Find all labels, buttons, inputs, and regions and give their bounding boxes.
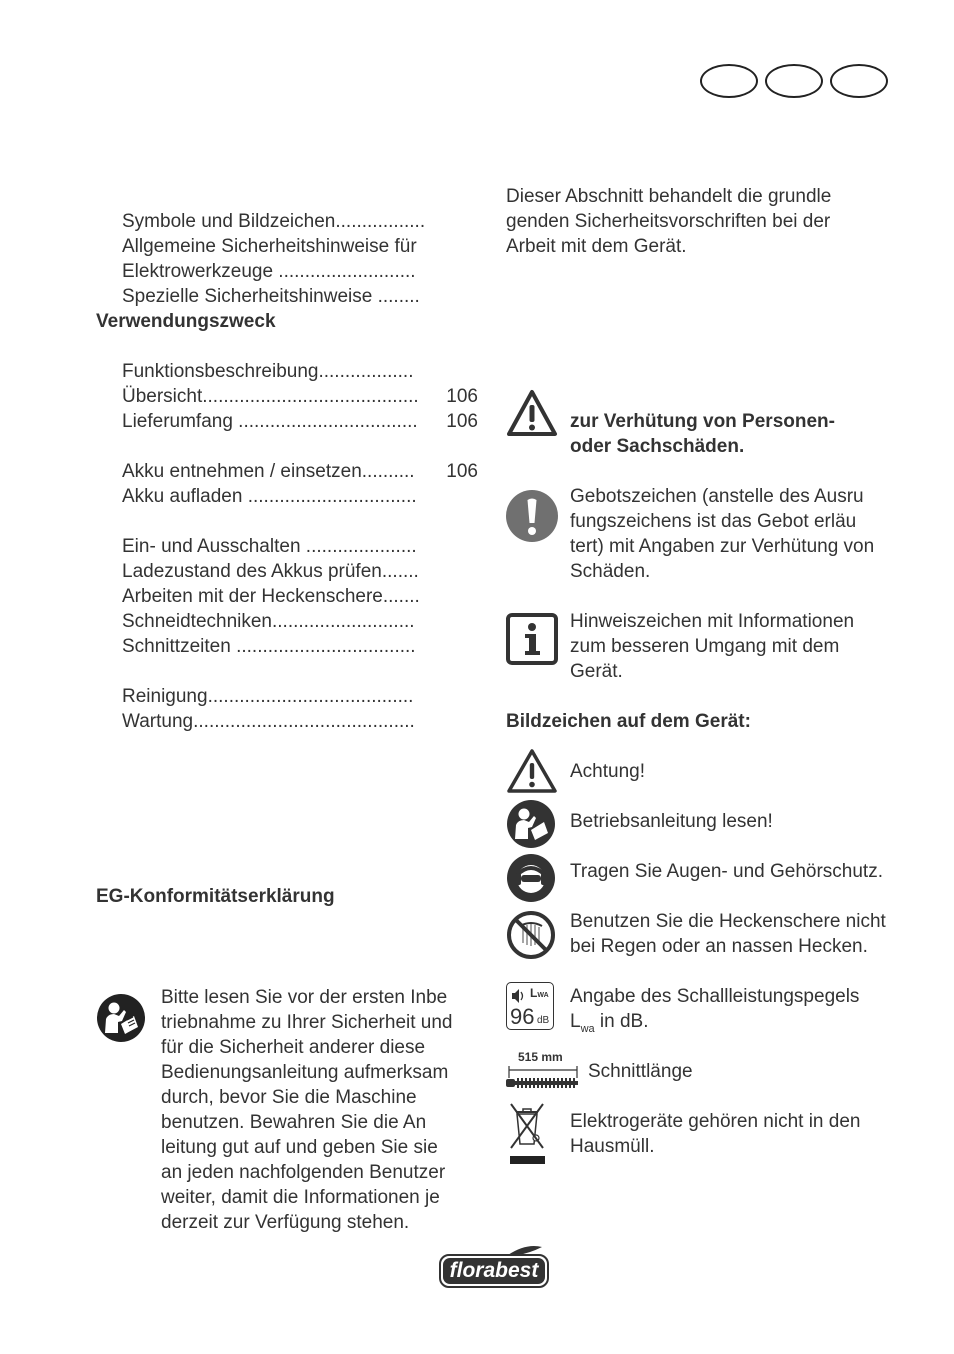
device-symbol-text — [570, 909, 900, 959]
badge-unit: dB — [537, 1015, 550, 1026]
warning-description — [570, 409, 900, 459]
text-line: zur Verhütung von Personen- — [570, 411, 835, 432]
logo-text: florabest — [449, 1259, 539, 1282]
device-symbol-text — [570, 859, 900, 884]
florabest-logo — [438, 1243, 550, 1289]
text-line: Hausmüll. — [570, 1136, 655, 1157]
text-line: zum besseren Umgang mit dem — [570, 636, 840, 657]
read-manual-icon — [506, 799, 556, 856]
text-line: Gerät. — [570, 661, 623, 682]
device-symbols-heading: Bildzeichen auf dem Gerät: — [506, 711, 751, 732]
cutting-length-icon — [506, 1050, 580, 1092]
toc-entry[interactable]: Arbeiten mit der Heckenschere....... — [122, 586, 420, 607]
text-line: Hinweiszeichen mit Informationen — [570, 611, 855, 632]
toc-entry[interactable]: Symbole und Bildzeichen................. — [122, 211, 426, 232]
notice-line: leitung gut auf und geben Sie sie — [161, 1137, 438, 1158]
text-line: $L_{wa}$ in dB. — [570, 1011, 649, 1035]
text-line: oder Sachschäden. — [570, 436, 745, 457]
toc-entry[interactable]: Übersicht......................................... 106 — [122, 386, 478, 407]
device-symbol-text — [570, 809, 900, 834]
toc-entry[interactable]: Ein- und Ausschalten ..................... — [122, 536, 417, 557]
notice-line: benutzen. Bewahren Sie die An — [161, 1112, 427, 1133]
info-description — [570, 609, 900, 684]
notice-line: weiter, damit die Informationen je — [161, 1187, 440, 1208]
crossed-bin-icon — [506, 1100, 548, 1173]
read-manual-icon — [96, 993, 146, 1050]
toc-entry[interactable]: Lieferumfang .................................. 106 — [122, 411, 478, 432]
language-oval-3 — [830, 64, 888, 98]
info-box-icon — [506, 613, 558, 672]
device-symbol-text — [588, 1059, 918, 1084]
text-line: Betriebsanleitung lesen! — [570, 811, 773, 832]
toc-entry[interactable]: Allgemeine Sicherheitshinweise für — [122, 236, 417, 257]
toc-entry[interactable]: Wartung.......................................... — [122, 711, 415, 732]
sound-power-icon — [506, 982, 554, 1030]
text-line: Schäden. — [570, 561, 651, 582]
text-line: Benutzen Sie die Heckenschere nicht — [570, 911, 886, 932]
toc-entry[interactable]: Schneidtechniken........................... — [122, 611, 415, 632]
toc-entry[interactable]: Ladezustand des Akkus prüfen....... — [122, 561, 419, 582]
intro-line: Dieser Abschnitt behandelt die grundle — [506, 186, 832, 207]
toc-entry[interactable]: Akku aufladen ................................ — [122, 486, 417, 507]
intro-paragraph — [506, 184, 926, 259]
notice-line: triebnahme zu Ihrer Sicherheit und — [161, 1012, 453, 1033]
text-line: tert) mit Angaben zur Verhütung von — [570, 536, 875, 557]
text-line: Tragen Sie Augen- und Gehörschutz. — [570, 861, 883, 882]
mandatory-description — [570, 484, 900, 584]
intro-line: genden Sicherheitsvorschriften bei der — [506, 211, 831, 232]
text-line: Schnittlänge — [588, 1061, 693, 1082]
notice-line: derzeit zur Verfügung stehen. — [161, 1212, 410, 1233]
toc-entry[interactable]: Akku entnehmen / einsetzen.......... 106 — [122, 461, 478, 482]
badge-wa: WA — [537, 992, 549, 999]
device-symbol-text — [570, 1109, 900, 1159]
toc-entry[interactable]: Funktionsbeschreibung.................. — [122, 361, 414, 382]
text-line: Elektrogeräte gehören nicht in den — [570, 1111, 861, 1132]
toc-entry[interactable]: Reinigung....................................... — [122, 686, 414, 707]
toc-entry[interactable]: Schnittzeiten .................................. — [122, 636, 416, 657]
toc-entry[interactable]: Elektrowerkzeuge .......................... — [122, 261, 416, 282]
device-symbol-text — [570, 984, 900, 1034]
intro-line: Arbeit mit dem Gerät. — [506, 236, 687, 257]
no-rain-icon — [506, 910, 556, 967]
exclamation-circle-icon — [505, 489, 559, 550]
notice-line: für die Sicherheit anderer diese — [161, 1037, 426, 1058]
toc-entry[interactable]: Spezielle Sicherheitshinweise ........ — [122, 286, 420, 307]
text-line: fungszeichens ist das Gebot erläu — [570, 511, 857, 532]
language-oval-2 — [765, 64, 823, 98]
badge-value: 96 — [510, 1004, 535, 1029]
warning-triangle-icon — [506, 389, 558, 444]
section-heading-eg: EG-Konformitätserklärung — [96, 886, 335, 907]
notice-line: an jeden nachfolgenden Benutzer — [161, 1162, 446, 1183]
eye-ear-protection-icon — [506, 853, 556, 910]
text-line: Angabe des Schallleistungspegels — [570, 986, 860, 1007]
text-line: Achtung! — [570, 761, 645, 782]
cutting-length-label: 515 mm — [518, 1050, 563, 1064]
section-heading-verwendung: Verwendungszweck — [96, 311, 276, 332]
notice-line: durch, bevor Sie die Maschine — [161, 1087, 417, 1108]
notice-line: Bedienungsanleitung aufmerksam — [161, 1062, 449, 1083]
read-notice-paragraph — [161, 985, 481, 1235]
text-line: Gebotszeichen (anstelle des Ausru — [570, 486, 864, 507]
badge-l: L — [530, 986, 538, 1000]
text-line: bei Regen oder an nassen Hecken. — [570, 936, 868, 957]
device-symbol-text — [570, 759, 900, 784]
notice-line: Bitte lesen Sie vor der ersten Inbe — [161, 987, 448, 1008]
language-oval-1 — [700, 64, 758, 98]
warning-triangle-icon — [506, 748, 558, 801]
